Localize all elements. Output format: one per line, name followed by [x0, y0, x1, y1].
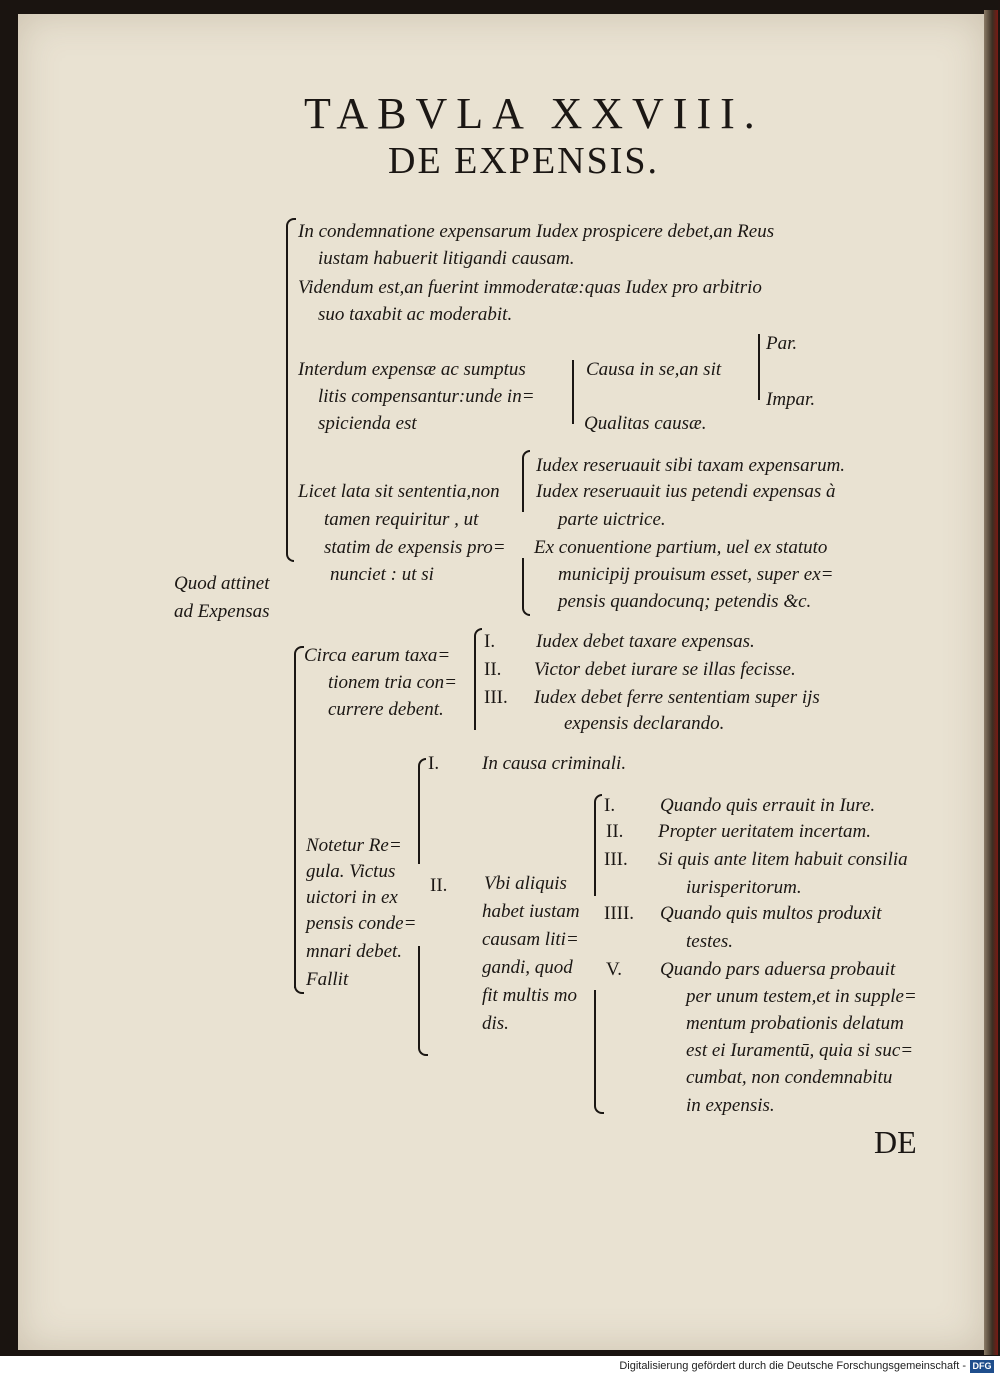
modes-brace-lower [594, 990, 604, 1114]
mode1-num: I. [604, 795, 616, 816]
branch-b-line2: litis compensantur:unde in= [318, 386, 535, 407]
case2-num: II. [430, 875, 448, 896]
branch-c-brace-upper [522, 450, 530, 512]
branch-d-item1-text: Iudex debet taxare expensas. [536, 631, 755, 652]
case2-line3: causam liti= [482, 929, 579, 950]
dfg-logo: DFG [970, 1360, 994, 1373]
case2-line6: dis. [482, 1013, 509, 1034]
mode5d: est ei Iuramentū, quia si suc= [686, 1040, 914, 1061]
branch-d-item2-num: II. [484, 659, 502, 680]
branch-b-qualitas: Qualitas causæ. [584, 413, 707, 434]
par-impar-brace [758, 334, 760, 400]
page-title: TABVLA XXVIII. [304, 89, 764, 138]
branch-b-line3: spicienda est [318, 413, 417, 434]
mode5c: mentum probationis delatum [686, 1013, 904, 1034]
root-label-line1: Quod attinet [174, 573, 270, 594]
branch-b-causa: Causa in se,an sit [586, 359, 722, 380]
branch-e-brace-upper [418, 758, 426, 864]
mode2-num: II. [606, 821, 624, 842]
branch-e-line5: mnari debet. [306, 941, 403, 962]
mode3b: iurisperitorum. [686, 877, 802, 898]
branch-c-opt3a: Ex conuentione partium, uel ex statuto [534, 537, 828, 558]
branch-c-line4: nunciet : ut si [330, 564, 434, 585]
catchword: DE [874, 1124, 917, 1160]
branch-c-opt2a: Iudex reseruauit ius petendi expensas à [536, 481, 836, 502]
mode4-text: Quando quis multos produxit [660, 903, 882, 924]
branch-e-brace-lower [418, 946, 428, 1056]
page-subtitle: DE EXPENSIS. [388, 140, 660, 182]
branch-e-line3: uictori in ex [306, 887, 398, 908]
case2-line2: habet iustam [482, 901, 580, 922]
branch-d-item2-text: Victor debet iurare se illas fecisse. [534, 659, 796, 680]
branch-e-line4: pensis conde= [306, 913, 417, 934]
branch-d-item3-num: III. [484, 687, 508, 708]
branch-c-opt2b: parte uictrice. [558, 509, 666, 530]
case1-num: I. [428, 753, 440, 774]
branch-e-line2: gula. Victus [306, 861, 396, 882]
branch-c-opt3c: pensis quandocunq; petendis &c. [558, 591, 812, 612]
mode5-num: V. [606, 959, 623, 980]
branch-e-line1: Notetur Re= [306, 835, 402, 856]
branch-a-line1: In condemnatione expensarum Iudex prospicere debet,an Reus [298, 221, 775, 242]
branch-e-line6: Fallit [306, 969, 349, 990]
branch-c-line3: statim de expensis pro= [324, 537, 506, 558]
mode5e: cumbat, non condemnabitu [686, 1067, 893, 1088]
main-brace-lower [294, 646, 304, 988]
main-brace-upper [286, 218, 296, 540]
branch-d-line1: Circa earum taxa= [304, 645, 451, 666]
branch-c-line1: Licet lata sit sententia,non [298, 481, 500, 502]
mode5b: per unum testem,et in supple= [686, 986, 917, 1007]
branch-a-line4: suo taxabit ac moderabit. [318, 304, 513, 325]
modes-brace-upper [594, 794, 602, 896]
book-page [18, 14, 984, 1350]
case2-line1: Vbi aliquis [484, 873, 567, 894]
branch-d-item3-text: Iudex debet ferre sententiam super ijs [534, 687, 820, 708]
main-brace-lower-end [294, 968, 304, 994]
branch-c-line2: tamen requiritur , ut [324, 509, 479, 530]
main-brace-upper-end [286, 530, 294, 562]
branch-c-opt1: Iudex reseruauit sibi taxam expensarum. [536, 455, 846, 476]
branch-d-line3: currere debent. [328, 699, 444, 720]
case1-text: In causa criminali. [482, 753, 627, 774]
branch-b-par: Par. [766, 333, 798, 354]
branch-c-opt3b: municipij prouisum esset, super ex= [558, 564, 834, 585]
mode2-text: Propter ueritatem incertam. [658, 821, 872, 842]
branch-b-line1: Interdum expensæ ac sumptus [298, 359, 526, 380]
mode5-text: Quando pars aduersa probauit [660, 959, 896, 980]
case2-line4: gandi, quod [482, 957, 573, 978]
case2-line5: fit multis mo [482, 985, 578, 1006]
branch-d-brace [474, 628, 482, 730]
mode3-num: III. [604, 849, 628, 870]
branch-d-item3b: expensis declarando. [564, 713, 725, 734]
mode3-text: Si quis ante litem habuit consilia [658, 849, 908, 870]
branch-a-line3: Videndum est,an fuerint immoderatæ:quas Iudex pro arbitrio [298, 277, 762, 298]
page-edge [984, 10, 998, 1355]
branch-d-line2: tionem tria con= [328, 672, 457, 693]
mode1-text: Quando quis errauit in Iure. [660, 795, 876, 816]
footer-credit: Digitalisierung gefördert durch die Deutsche Forschungsgemeinschaft - [619, 1360, 966, 1372]
mode4-num: IIII. [604, 903, 635, 924]
branch-d-item1-num: I. [484, 631, 496, 652]
root-label-line2: ad Expensas [174, 601, 270, 622]
branch-b-impar: Impar. [766, 389, 816, 410]
branch-c-brace-lower [522, 558, 530, 616]
branch-a-line2: iustam habuerit litigandi causam. [318, 248, 575, 269]
branch-b-brace [572, 360, 574, 424]
mode5f: in expensis. [686, 1095, 775, 1116]
mode4b: testes. [686, 931, 733, 952]
